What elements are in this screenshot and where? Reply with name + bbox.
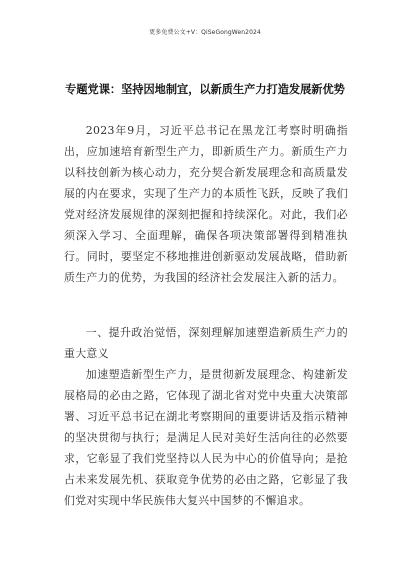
section-heading-1 <box>64 322 348 364</box>
section-heading-text: 一、提升政治觉悟，深刻理解加速塑造新质生产力的重大意义 <box>64 326 348 360</box>
paragraph-section-1 <box>64 364 348 511</box>
paragraph-text: 2023年9月，习近平总书记在黑龙江考察时明确指出，应加速培育新型生产力，即新质生产力。新质生产力以科技创新为核心动力，充分契合新发展理念和高质量发展的内在要求，实现了生产力的本质性飞跃，反映了我们党对经济发展规律的深刻把握和持续深化。对此，我们必须深入学习、全面理解，确保各项决策部署得到精准执行。同时，要坚定不移地推进创新驱动发展战略，借助新质生产力的优势，为我国的经济社会发展注入新的活力。 <box>64 124 348 284</box>
paragraph-text: 加速塑造新型生产力，是贯彻新发展理念、构建新发展格局的必由之路，它体现了湖北省对党中央重大决策部署、习近平总书记在湖北考察期间的重要讲话及指示精神的坚决贯彻与执行；是满足人民对美好生活向往的必然要求，它彰显了我们党坚持以人民为中心的价值导向；是抢占未来发展先机、获取竞争优势的必由之路，它彰显了我们党对实现中华民族伟大复兴中国梦的不懈追求。 <box>64 368 348 507</box>
paragraph-intro <box>64 120 348 288</box>
document-title: 专题党课：坚持因地制宜，以新质生产力打造发展新优势 <box>65 83 345 96</box>
header-note: 更多免费公文+V：QiSeGongWen2024 <box>149 29 261 36</box>
